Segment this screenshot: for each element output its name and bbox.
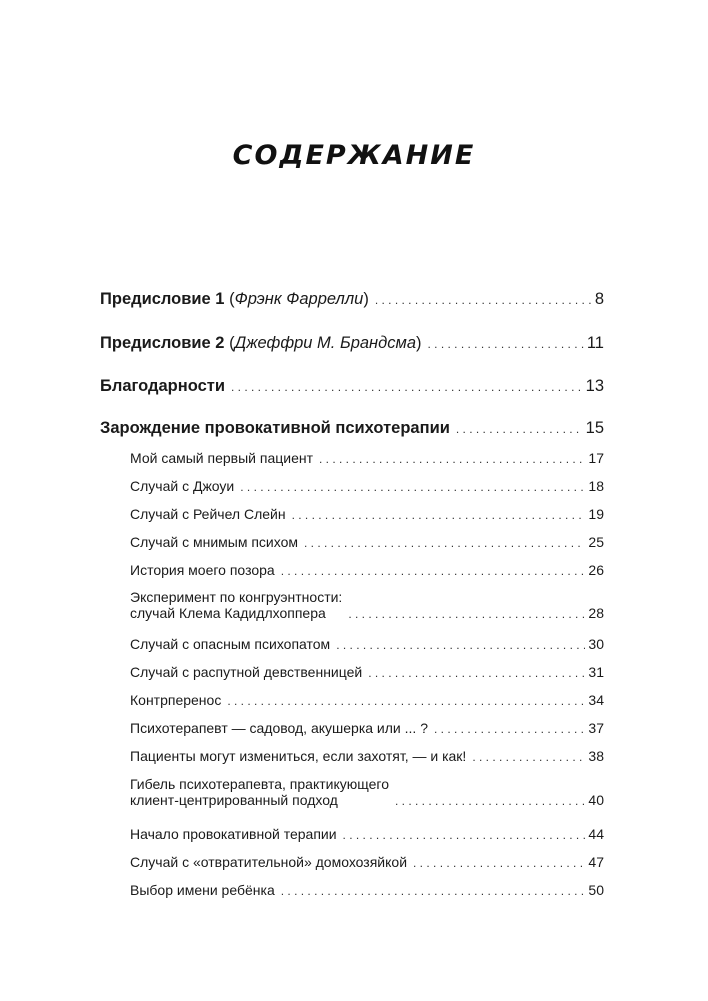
toc-subentry-page: 40	[588, 792, 604, 808]
toc-entry-label: Благодарности	[100, 377, 225, 395]
dot-leader	[281, 884, 586, 898]
toc-subentry-label: Случай с Рейчел Слейн	[130, 506, 286, 522]
toc-subentry[interactable]	[130, 664, 604, 680]
toc-subentry-page: 26	[588, 562, 604, 578]
toc-entry-author: Джеффри М. Брандсма	[234, 334, 416, 352]
toc-subentry[interactable]	[130, 506, 604, 522]
toc-entry-preface-1[interactable]: Предисловие 1 (Фрэнк Фаррелли) . . . 8	[100, 290, 604, 309]
toc-subentry-label-line1: Гибель психотерапевта, практикующего	[130, 776, 389, 792]
dot-leader	[456, 422, 583, 436]
toc-entry-preface-2[interactable]: Предисловие 2 (Джеффри М. Брандсма) . . . 11	[100, 334, 604, 353]
toc-entry-chapter-1[interactable]	[100, 419, 604, 438]
toc-entry-label: Предисловие 2	[100, 334, 225, 352]
toc-subentry-label: Случай с опасным психопатом	[130, 636, 331, 652]
dot-leader	[292, 508, 586, 522]
toc-subentry[interactable]	[130, 720, 604, 736]
toc-subentry[interactable]	[130, 450, 604, 466]
dot-leader	[375, 293, 592, 307]
dot-leader	[319, 452, 585, 466]
toc-entry-label: Зарождение провокативной психотерапии	[100, 419, 450, 437]
toc-subentry[interactable]	[130, 748, 604, 764]
toc-subentry-page: 31	[588, 664, 604, 680]
toc-subentry[interactable]	[130, 692, 604, 708]
dot-leader	[336, 638, 585, 652]
toc-subentry-page: 17	[588, 450, 604, 466]
dot-leader	[348, 607, 585, 621]
toc-subentry[interactable]	[130, 534, 604, 550]
toc-subentry-label-line1: Эксперимент по конгруэнтности:	[130, 589, 343, 605]
toc-entry-page: 15	[585, 419, 604, 437]
dot-leader	[395, 794, 585, 808]
toc-entry-page: 8	[594, 290, 604, 308]
toc-subentry-label: Контрперенос	[130, 692, 222, 708]
toc-subentry-page: 47	[588, 854, 604, 870]
dot-leader	[343, 828, 586, 842]
toc-entry-page: 11	[586, 334, 604, 352]
toc-subentry-page: 34	[588, 692, 604, 708]
toc-entry-acknowledgements[interactable]	[100, 377, 604, 396]
toc-subentry[interactable]	[130, 882, 604, 898]
toc-subentry-label: Случай с распутной девственницей	[130, 664, 363, 680]
toc-entry-author: Фрэнк Фаррелли	[234, 290, 364, 308]
toc-subentry-label: Мой самый первый пациент	[130, 450, 313, 466]
toc-subentry[interactable]	[130, 776, 604, 808]
toc-subentry-page: 37	[588, 720, 604, 736]
dot-leader	[281, 564, 586, 578]
toc-subentry[interactable]	[130, 854, 604, 870]
toc-subentry-label-line2: случай Клема Кадидлхоппера	[130, 605, 326, 621]
toc-subentry-label: Случай с мнимым психом	[130, 534, 298, 550]
dot-leader	[304, 536, 585, 550]
toc-subentry[interactable]	[130, 826, 604, 842]
toc-subentry[interactable]	[130, 636, 604, 652]
dot-leader	[434, 722, 585, 736]
toc-subentry-label: Психотерапевт — садовод, акушерка или ... ?	[130, 720, 428, 736]
toc-subentry-label: Случай с Джоуи	[130, 478, 235, 494]
toc-subentry-page: 30	[588, 636, 604, 652]
toc-subentry-label-line2: клиент-центрированный подход	[130, 792, 338, 808]
toc-subentry[interactable]	[130, 562, 604, 578]
toc-subentry-page: 28	[588, 605, 604, 621]
toc-entry-label: Предисловие 1	[100, 290, 225, 308]
toc-subentry-label: Пациенты могут измениться, если захотят, — и как!	[130, 748, 467, 764]
toc-subentry-label: Начало провокативной терапии	[130, 826, 337, 842]
dot-leader	[472, 750, 585, 764]
toc-subentry-label: Выбор имени ребёнка	[130, 882, 275, 898]
toc-subentry-page: 19	[588, 506, 604, 522]
toc-subentry[interactable]	[130, 589, 604, 621]
toc-subentry-page: 44	[588, 826, 604, 842]
page-title: СОДЕРЖАНИЕ	[232, 140, 476, 171]
toc-subentry-page: 38	[588, 748, 604, 764]
toc-subentry-label: Случай с «отвратительной» домохозяйкой	[130, 854, 408, 870]
dot-leader	[240, 480, 585, 494]
dot-leader	[413, 856, 585, 870]
toc-subentry[interactable]	[130, 478, 604, 494]
dot-leader	[428, 337, 584, 351]
dot-leader	[231, 380, 583, 394]
dot-leader	[368, 666, 585, 680]
toc-subentry-page: 50	[588, 882, 604, 898]
toc-subentry-page: 25	[588, 534, 604, 550]
toc-subentry-label: История моего позора	[130, 562, 275, 578]
dot-leader	[227, 694, 585, 708]
toc-entry-page: 13	[585, 377, 604, 395]
toc-subentry-page: 18	[588, 478, 604, 494]
